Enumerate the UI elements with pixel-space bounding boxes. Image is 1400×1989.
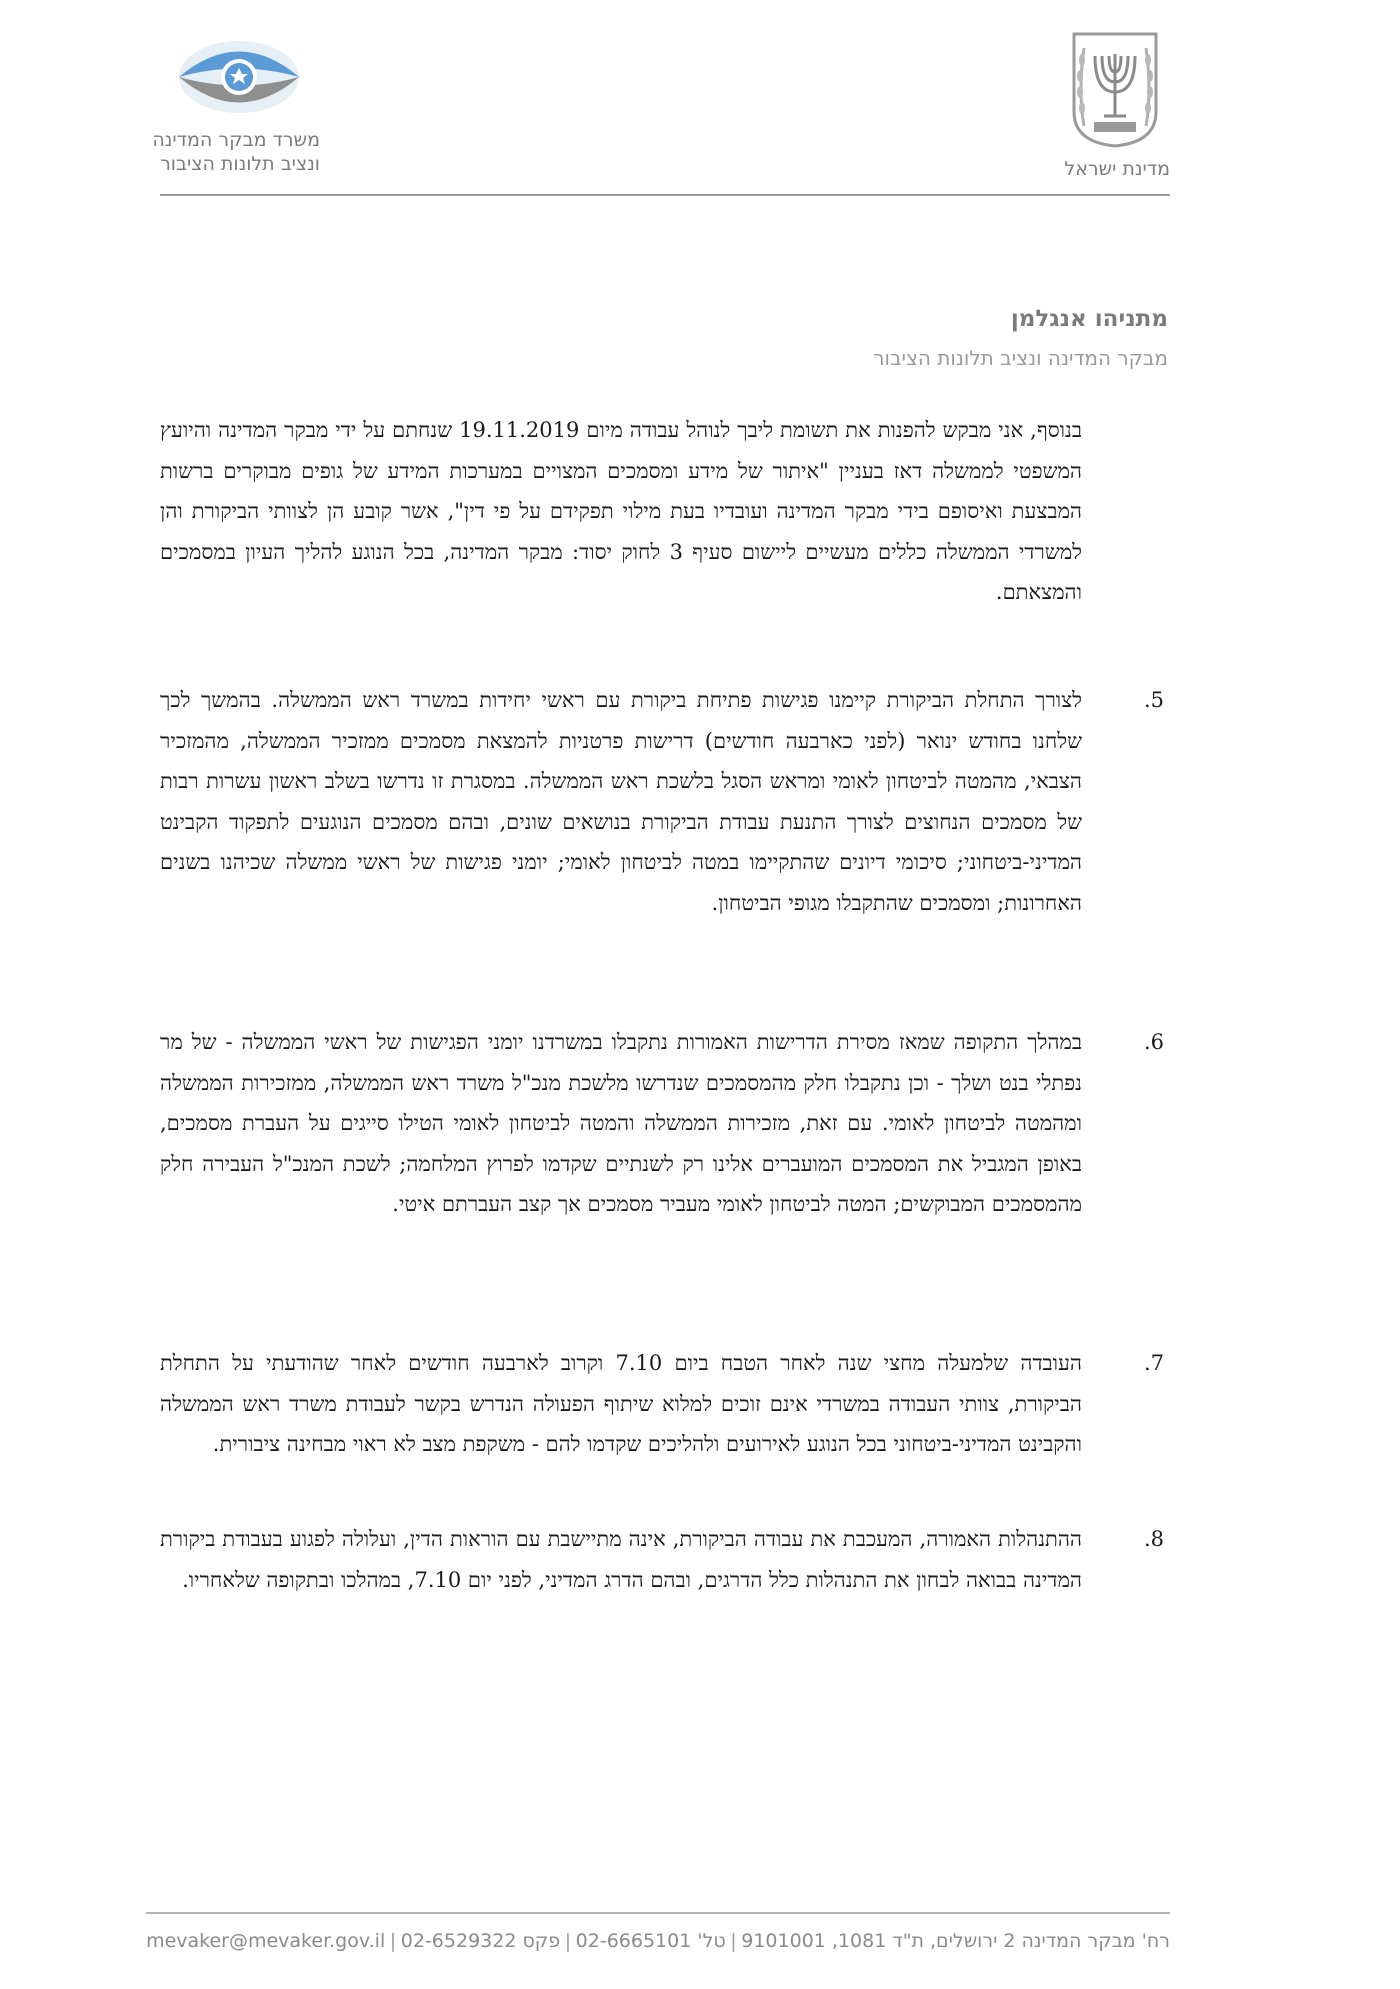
paragraph-number: 7.: [1143, 1351, 1164, 1375]
state-caption: מדינת ישראל: [1064, 158, 1170, 180]
footer-email-link[interactable]: mevaker@mevaker.gov.il: [146, 1930, 386, 1952]
signer-name: מתניהו אנגלמן: [1010, 306, 1168, 332]
paragraph-number: 5.: [1143, 688, 1164, 712]
paragraph-text: לצורך התחלת הביקורת קיימנו פגישות פתיחת ביקורת עם ראשי יחידות במשרד ראש הממשלה. בהמשך לכך שלחנו בחודש ינואר (לפני כארבעה חודשים) דרישות פרטניות להמצאת מסמכים ממזכיר הממשלה, מהמזכיר הצבאי, מהמטה לביטחון לאומי ומראש הסגל בלשכת ראש הממשלה. במסגרת זו נדרשו בשלב ראשון עשרות רבות של מסמכים הנחוצים לצורך התנעת עבודת הביקורת בנושאים שונים, ובהם מסמכים הנוגעים לתפקוד הקבינט המדיני-ביטחוני; סיכומי דיונים שהתקיימו במטה לביטחון לאומי; יומני פגישות של ראשי ממשלה שכיהנו בשנים האחרונות; ומסמכים שהתקבלו מגופי הביטחון.: [160, 688, 1082, 915]
footer-contact: [146, 1930, 1170, 1952]
header-divider: [160, 194, 1170, 196]
comptroller-logo-icon: [176, 36, 302, 118]
state-emblem-icon: [1068, 30, 1162, 150]
footer-fax: פקס 02-6529322: [400, 1930, 561, 1952]
comptroller-caption-line1: משרד מבקר המדינה: [152, 129, 320, 151]
paragraph-text: במהלך התקופה שמאז מסירת הדרישות האמורות נתקבלו במשרדנו יומני הפגישות של ראשי הממשלה - של מר נפתלי בנט ושלך - וכן נתקבלו חלק מהמסמכים שנדרשו מלשכת מנכ"ל משרד ראש הממשלה, ממזכירות הממשלה ומהמטה לביטחון לאומי. עם זאת, מזכירות הממשלה והמטה לביטחון לאומי הטילו סייגים על העברת מסמכים, באופן המגביל את המסמכים המועברים אלינו רק לשנתיים שקדמו לפרוץ המלחמה; לשכת המנכ"ל העבירה חלק מהמסמכים המבוקשים; המטה לביטחון לאומי מעביר מסמכים אך קצב העברתם איטי.: [160, 1030, 1082, 1216]
footer-separator: |: [564, 1930, 572, 1952]
paragraph-text: העובדה שלמעלה מחצי שנה לאחר הטבח ביום 7.10 וקרוב לארבעה חודשים לאחר שהודעתי על התחלת הביקורת, צוותי העבודה במשרדי אינם זוכים למלוא שיתוף הפעולה הנדרש בקשר לעבודת משרד ראש הממשלה והקבינט המדיני-ביטחוני בכל הנוגע לאירועים ולהליכים שקדמו להם - משקפת מצב לא ראוי מבחינה ציבורית.: [160, 1351, 1082, 1456]
footer-phone: טל' 02-6665101: [575, 1930, 726, 1952]
comptroller-caption-line2: ונציב תלונות הציבור: [160, 153, 320, 175]
footer-separator: |: [730, 1930, 737, 1952]
signer-title: מבקר המדינה ונציב תלונות הציבור: [873, 346, 1168, 370]
numbered-paragraph: [160, 1519, 1170, 1600]
footer-address: רח' מבקר המדינה 2 ירושלים, ת"ד 1081, 9101001: [741, 1930, 1170, 1952]
numbered-paragraph: [160, 1022, 1170, 1225]
paragraph-number: 6.: [1143, 1030, 1164, 1054]
numbered-paragraph: [160, 1343, 1170, 1465]
paragraph-text: ההתנהלות האמורה, המעכבת את עבודה הביקורת, אינה מתיישבת עם הוראות הדין, ועלולה לפגוע בעבודת ביקורת המדינה בבואה לבחון את התנהלות כלל הדרגים, ובהם הדרג המדיני, לפני יום 7.10, במהלכו ובתקופה שלאחריו.: [160, 1527, 1082, 1592]
footer-divider: [146, 1912, 1170, 1914]
comptroller-caption: [150, 128, 320, 176]
footer-separator: |: [389, 1930, 397, 1952]
paragraph-number: 8.: [1143, 1527, 1164, 1551]
intro-paragraph: בנוסף, אני מבקש להפנות את תשומת ליבך לנוהל עבודה מיום 19.11.2019 שנחתם על ידי מבקר המדינה והיועץ המשפטי לממשלה דאז בעניין "איתור של מידע ומסמכים המצויים במערכות המידע של גופים מבוקרים ברשות המבצעת ואיסופם בידי מבקר המדינה ועובדיו בעת מילוי תפקידם על פי דין", אשר קובע הן לצוותי הביקורת והן למשרדי הממשלה כללים מעשיים ליישום סעיף 3 לחוק יסוד: מבקר המדינה, בכל הנוגע להליך העיון במסמכים והמצאתם.: [160, 418, 1083, 604]
numbered-paragraph: [160, 680, 1170, 923]
